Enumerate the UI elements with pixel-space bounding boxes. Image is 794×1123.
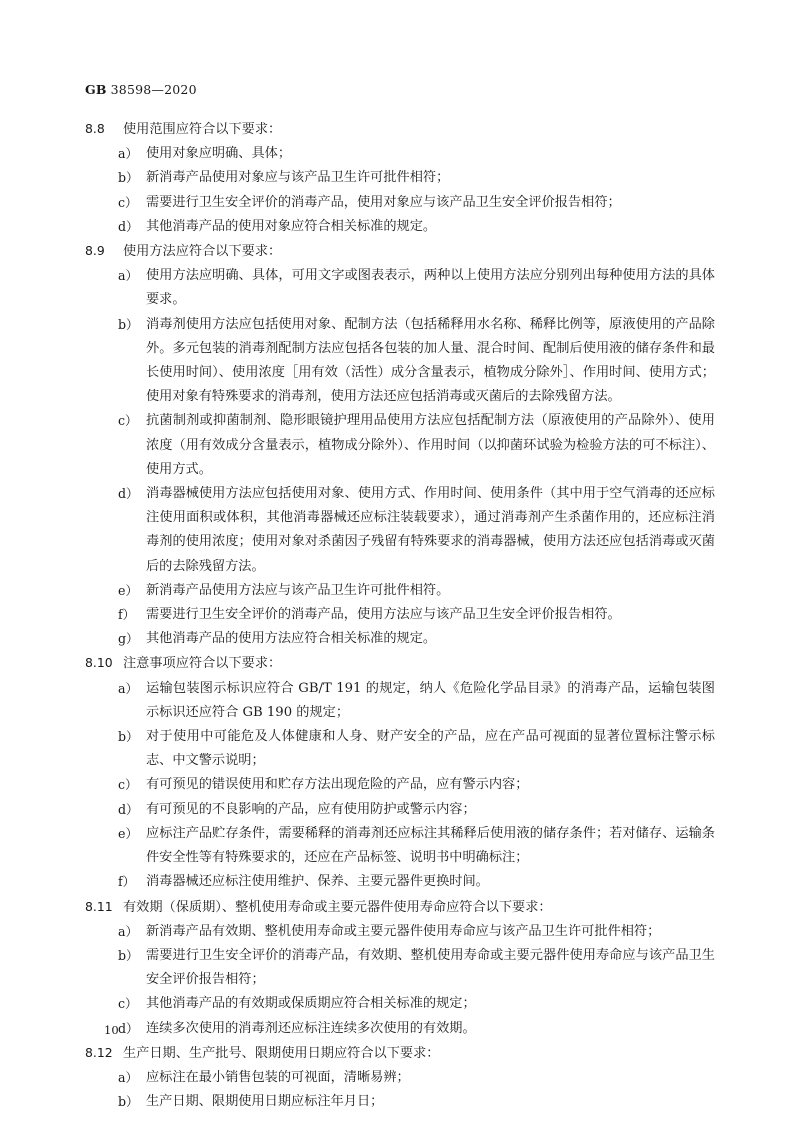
list-item-marker: b）	[118, 1094, 139, 1110]
clause-item-list	[85, 677, 715, 895]
list-item-text: 应标注在最小销售包装的可视面，清晰易辨；	[146, 1069, 410, 1085]
clause-section	[85, 895, 715, 1041]
list-item	[85, 677, 715, 725]
list-item	[85, 313, 715, 410]
list-item	[85, 870, 715, 894]
list-item-text: 需要进行卫生安全评价的消毒产品，使用对象应与该产品卫生安全评价报告相符；	[146, 194, 621, 210]
list-item-marker: a）	[118, 680, 139, 696]
list-item-text: 生产日期、限期使用日期应标注年月日；	[146, 1094, 384, 1110]
list-item-text: 对于使用中可能危及人体健康和人身、财产安全的产品，应在产品可视面的显著位置标注警示标志、中文警示说明；	[146, 729, 715, 769]
clause-number: 8.12	[85, 1044, 113, 1060]
clause-number: 8.11	[85, 898, 113, 914]
list-item-marker: b）	[118, 316, 139, 332]
clause-heading	[85, 117, 715, 142]
clause-title: 生产日期、生产批号、限期使用日期应符合以下要求：	[123, 1045, 440, 1061]
list-item-marker: f）	[118, 874, 136, 890]
list-item-text: 有可预见的错误使用和贮存方法出现危险的产品，应有警示内容；	[146, 777, 529, 793]
standard-prefix: GB	[85, 82, 107, 97]
list-item-marker: c）	[118, 777, 138, 793]
clause-section	[85, 117, 715, 239]
clause-title: 有效期（保质期）、整机使用寿命或主要元器件使用寿命应符合以下要求：	[123, 899, 552, 915]
list-item	[85, 264, 715, 312]
clause-item-list	[85, 264, 715, 651]
list-item-text: 其他消毒产品的使用对象应符合相关标准的规定。	[146, 218, 437, 234]
list-item-text: 需要进行卫生安全评价的消毒产品，使用方法应与该产品卫生安全评价报告相符。	[146, 607, 621, 623]
list-item-text: 消毒剂使用方法应包括使用对象、配制方法（包括稀释用水名称、稀释比例等，原液使用的产品除外。多元包装的消毒剂配制方法应包括各包装的加人量、混合时间、配制后使用液的储存条件和最长使用时间）、使用浓度［用有效（活性）成分含量表示，植物成分除外］、作用时间、使用方式；使用对象有特殊要求的消毒剂，使用方法还应包括消毒或灭菌后的去除残留方法。	[146, 316, 715, 405]
list-item	[85, 798, 715, 822]
clause-title: 注意事项应符合以下要求：	[123, 656, 282, 672]
list-item-text: 抗菌制剂或抑菌制剂、隐形眼镜护理用品使用方法应包括配制方法（原液使用的产品除外）、使用浓度（用有效成分含量表示，植物成分除外）、作用时间（以抑菌环试验为检验方法的可不标注）、使用方式。	[146, 413, 715, 477]
list-item	[85, 215, 715, 239]
list-item-text: 应标注产品贮存条件，需要稀释的消毒剂还应标注其稀释后使用液的储存条件；若对储存、运输条件安全性等有特殊要求的，还应在产品标签、说明书中明确标注；	[146, 825, 715, 866]
list-item-marker: b）	[118, 170, 139, 186]
page-number: 10	[104, 1023, 119, 1037]
list-item	[85, 773, 715, 797]
list-item	[85, 482, 715, 579]
clause-heading	[85, 1041, 715, 1066]
list-item-text: 新消毒产品使用对象应与该产品卫生许可批件相符；	[146, 170, 450, 186]
list-item	[85, 191, 715, 215]
list-item	[85, 725, 715, 773]
clause-section	[85, 1041, 715, 1115]
standard-number: 38598—2020	[110, 82, 197, 97]
list-item-marker: c）	[118, 194, 138, 210]
list-item-text: 需要进行卫生安全评价的消毒产品，有效期、整机使用寿命或主要元器件使用寿命应与该产品卫生安全评价报告相符；	[146, 947, 715, 988]
list-item-marker: a）	[118, 923, 139, 939]
list-item-text: 新消毒产品使用方法应与该产品卫生许可批件相符。	[146, 582, 450, 598]
list-item-text: 其他消毒产品的使用方法应符合相关标准的规定。	[146, 631, 437, 647]
list-item	[85, 142, 715, 166]
list-item	[85, 579, 715, 603]
clause-heading	[85, 651, 715, 676]
list-item-text: 消毒器械还应标注使用维护、保养、主要元器件更换时间。	[146, 874, 489, 890]
list-item-text: 连续多次使用的消毒剂还应标注连续多次使用的有效期。	[146, 1020, 476, 1036]
list-item	[85, 992, 715, 1016]
list-item-text: 使用方法应明确、具体，可用文字或图表表示，两种以上使用方法应分别列出每种使用方法的具体要求。	[146, 268, 715, 308]
list-item-text: 运输包装图示标识应符合 GB/T 191 的规定，纳人《危险化学品目录》的消毒产品，运输包装图示标识还应符合 GB 190 的规定；	[146, 680, 715, 720]
list-item-marker: d）	[118, 1020, 139, 1036]
list-item-marker: d）	[118, 801, 139, 817]
list-item-marker: f）	[118, 607, 136, 623]
list-item-marker: d）	[118, 486, 139, 502]
clause-title: 使用方法应符合以下要求：	[123, 244, 282, 260]
clause-item-list	[85, 920, 715, 1041]
list-item	[85, 822, 715, 870]
list-item	[85, 409, 715, 482]
clause-section	[85, 239, 715, 651]
page-header	[85, 82, 197, 97]
list-item-marker: c）	[118, 996, 138, 1012]
document-body	[85, 117, 715, 1114]
list-item	[85, 1066, 715, 1090]
list-item-marker: a）	[118, 268, 139, 284]
list-item-marker: e）	[118, 825, 139, 841]
list-item-marker: a）	[118, 146, 139, 162]
list-item	[85, 627, 715, 651]
list-item-marker: e）	[118, 582, 139, 598]
list-item-marker: c）	[118, 413, 138, 429]
list-item	[85, 166, 715, 190]
list-item-marker: g）	[118, 631, 139, 647]
list-item-text: 有可预见的不良影响的产品，应有使用防护或警示内容；	[146, 801, 476, 817]
list-item-marker: b）	[118, 947, 139, 963]
list-item-text: 消毒器械使用方法应包括使用对象、使用方式、作用时间、使用条件（其中用于空气消毒的还应标注使用面积或体积，其他消毒器械还应标注装载要求），通过消毒剂产生杀菌作用的，还应标注消毒剂的使用浓度；使用对象对杀菌因子残留有特殊要求的消毒器械，使用方法还应包括消毒或灭菌后的去除残留方法。	[146, 486, 715, 574]
clause-number: 8.9	[85, 243, 105, 259]
clause-number: 8.10	[85, 655, 113, 671]
list-item-text: 新消毒产品有效期、整机使用寿命或主要元器件使用寿命应与该产品卫生许可批件相符；	[146, 923, 661, 939]
list-item	[85, 1090, 715, 1114]
list-item-marker: d）	[118, 218, 139, 234]
list-item-marker: b）	[118, 729, 139, 745]
clause-title: 使用范围应符合以下要求：	[123, 122, 282, 137]
list-item-text: 其他消毒产品的有效期或保质期应符合相关标准的规定；	[146, 996, 476, 1012]
list-item	[85, 920, 715, 944]
list-item	[85, 603, 715, 627]
clause-heading	[85, 895, 715, 920]
clause-number: 8.8	[85, 121, 105, 136]
list-item-text: 使用对象应明确、具体；	[146, 146, 292, 162]
list-item	[85, 944, 715, 992]
clause-item-list	[85, 1066, 715, 1114]
clause-section	[85, 651, 715, 894]
clause-item-list	[85, 142, 715, 239]
clause-heading	[85, 239, 715, 264]
list-item	[85, 1017, 715, 1041]
list-item-marker: a）	[118, 1069, 139, 1085]
